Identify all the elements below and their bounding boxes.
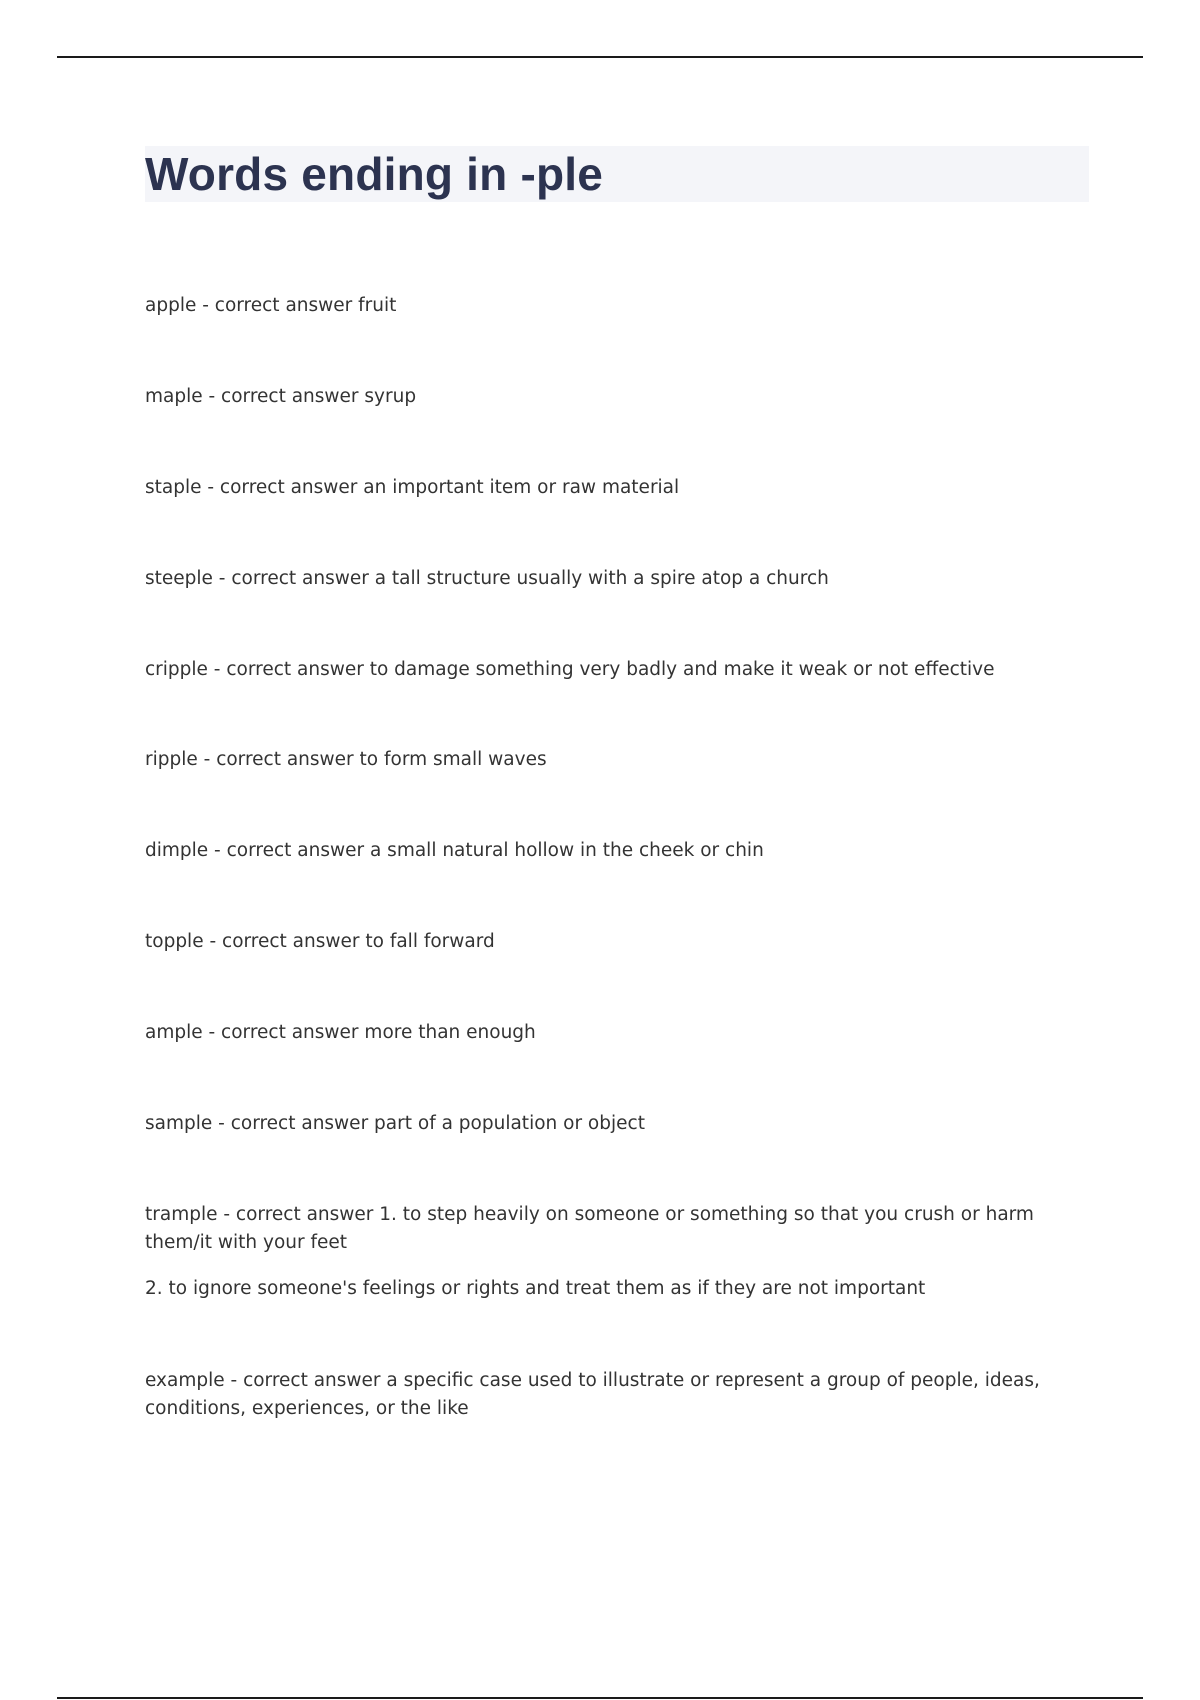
entry-text: cripple - correct answer to damage something very badly and make it weak or not effective <box>145 659 995 680</box>
list-item <box>145 1019 1085 1047</box>
entry-text: ample - correct answer more than enough <box>145 1022 536 1043</box>
top-rule <box>57 56 1143 58</box>
entry-text: example - correct answer a specific case used to illustrate or represent a group of people, ideas, conditions, experiences, or the like <box>145 1370 1040 1419</box>
entry-text: staple - correct answer an important item or raw material <box>145 477 680 498</box>
entry-text: topple - correct answer to fall forward <box>145 931 495 952</box>
entry-text: ripple - correct answer to form small waves <box>145 749 547 770</box>
entry-text: sample - correct answer part of a population or object <box>145 1113 645 1134</box>
entry-text: apple - correct answer fruit <box>145 295 397 316</box>
bottom-rule <box>57 1697 1143 1699</box>
list-item <box>145 565 1085 593</box>
list-item <box>145 656 1085 684</box>
entry-text: maple - correct answer syrup <box>145 386 417 407</box>
list-item <box>145 292 1085 320</box>
page-title: Words ending in -ple <box>145 148 604 200</box>
entry-continuation: 2. to ignore someone's feelings or rights and treat them as if they are not important <box>145 1278 926 1299</box>
list-item <box>145 1367 1085 1423</box>
entry-text: trample - correct answer 1. to step heavily on someone or something so that you crush or harm them/it with your feet <box>145 1204 1034 1253</box>
list-item <box>145 1110 1085 1138</box>
list-item <box>145 383 1085 411</box>
list-item <box>145 474 1085 502</box>
list-item <box>145 746 1085 774</box>
entry-text: dimple - correct answer a small natural hollow in the cheek or chin <box>145 840 764 861</box>
list-item <box>145 1201 1085 1303</box>
list-item <box>145 837 1085 865</box>
list-item <box>145 928 1085 956</box>
entry-text: steeple - correct answer a tall structure usually with a spire atop a church <box>145 568 829 589</box>
